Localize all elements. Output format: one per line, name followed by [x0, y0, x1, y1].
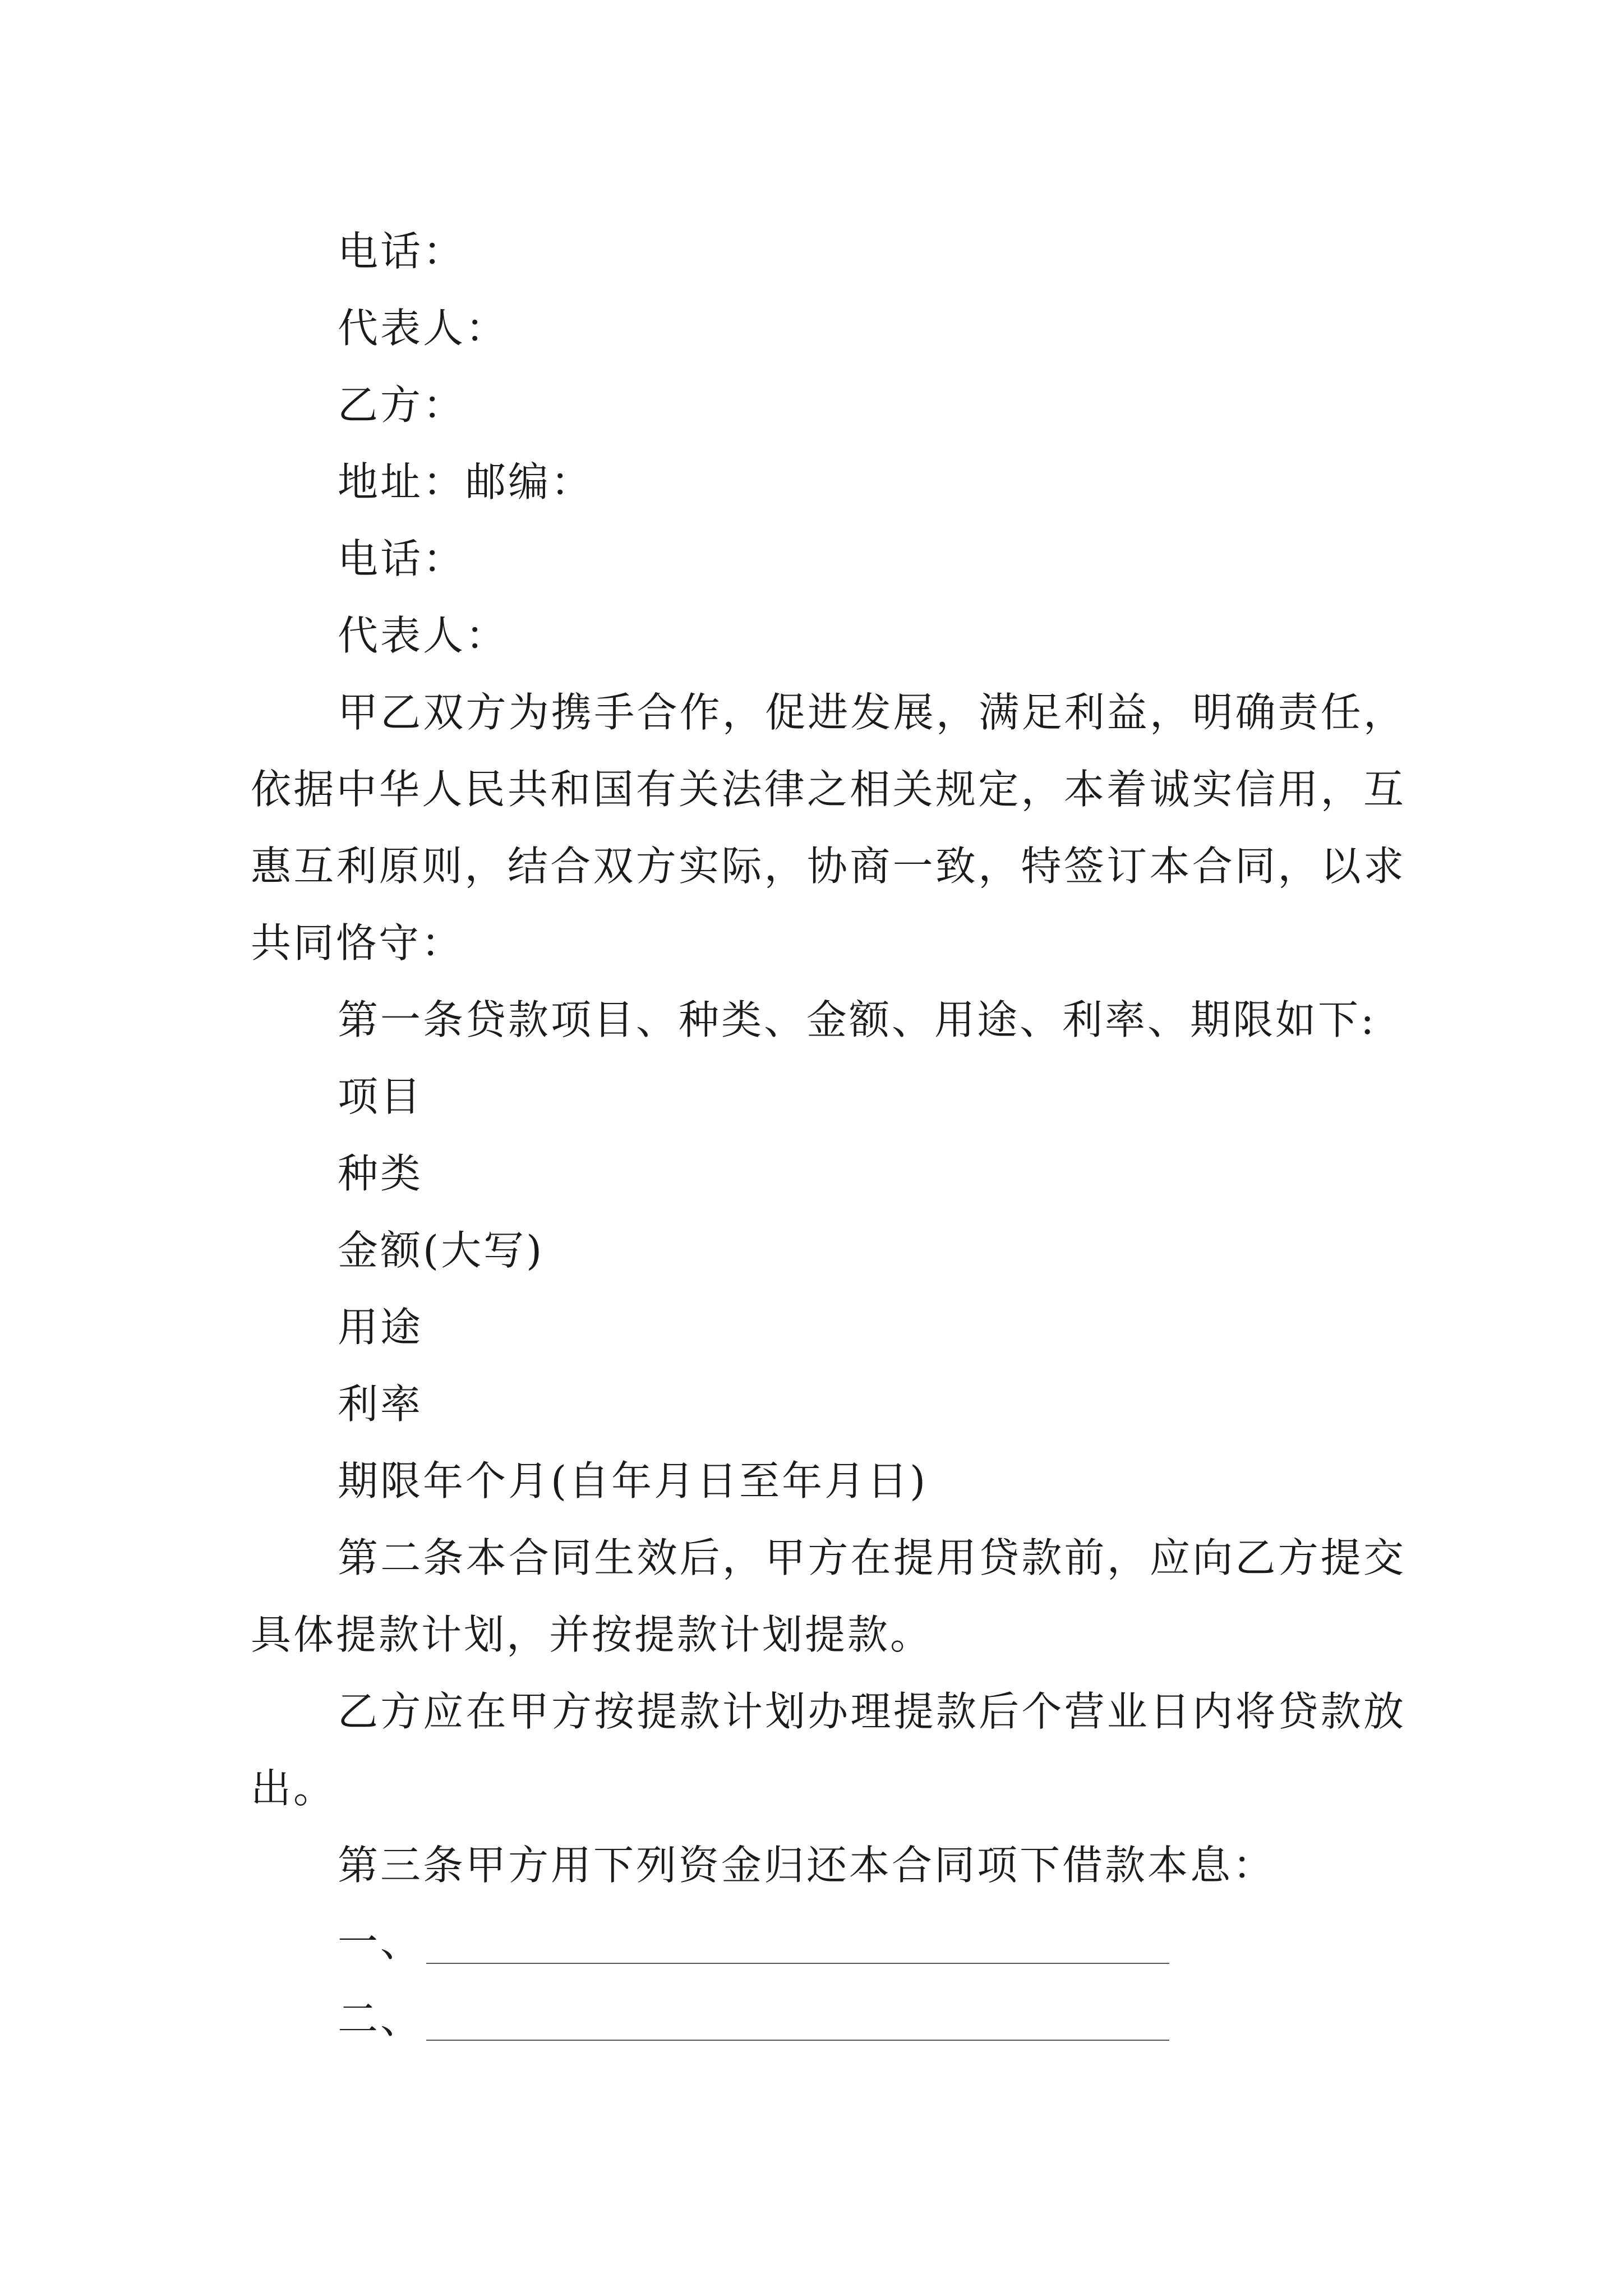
article-1-item-project: 项目 — [338, 1073, 423, 1120]
article-3-blank-row-1 — [251, 1904, 1406, 1981]
preamble-paragraph: 甲乙双方为携手合作，促进发展，满足利益，明确责任，依据中华人民共和国有关法律之相关规定，本着诚实信用，互惠互利原则，结合双方实际，协商一致，特签订本合同，以求共同恪守： — [251, 689, 1406, 967]
article-1-item-amount: 金额(大写) — [338, 1227, 545, 1274]
fill-in-blank-line — [426, 1963, 1169, 1964]
article-3-blank-label-2: 二、 — [338, 1995, 423, 2042]
article-3-blank-row-2 — [251, 1981, 1406, 2058]
party-b-phone-label: 电话： — [338, 535, 466, 582]
party-b-address-label: 地址：邮编： — [338, 458, 594, 505]
article-1-item-rate: 利率 — [338, 1381, 423, 1428]
article-1-item-purpose: 用途 — [338, 1304, 423, 1351]
document-body — [251, 213, 1406, 2058]
article-3-blank-label-1: 一、 — [338, 1918, 423, 1966]
article-1-item-type: 种类 — [338, 1150, 423, 1197]
article-2-paragraph-2: 乙方应在甲方按提款计划办理提款后个营业日内将贷款放出。 — [251, 1688, 1406, 1812]
article-1-heading: 第一条贷款项目、种类、金额、用途、利率、期限如下: — [338, 996, 1377, 1043]
article-3-heading: 第三条甲方用下列资金归还本合同项下借款本息： — [338, 1842, 1276, 1889]
party-b-representative-label: 代表人： — [338, 612, 509, 659]
party-a-representative-label: 代表人： — [338, 305, 509, 352]
party-a-phone-label: 电话： — [338, 228, 466, 275]
article-1-item-term: 期限年个月(自年月日至年月日) — [338, 1457, 928, 1504]
party-b-label: 乙方： — [338, 381, 466, 429]
article-2-paragraph-1: 第二条本合同生效后，甲方在提用贷款前，应向乙方提交具体提款计划，并按提款计划提款。 — [251, 1534, 1406, 1658]
fill-in-blank-line — [426, 2040, 1169, 2041]
